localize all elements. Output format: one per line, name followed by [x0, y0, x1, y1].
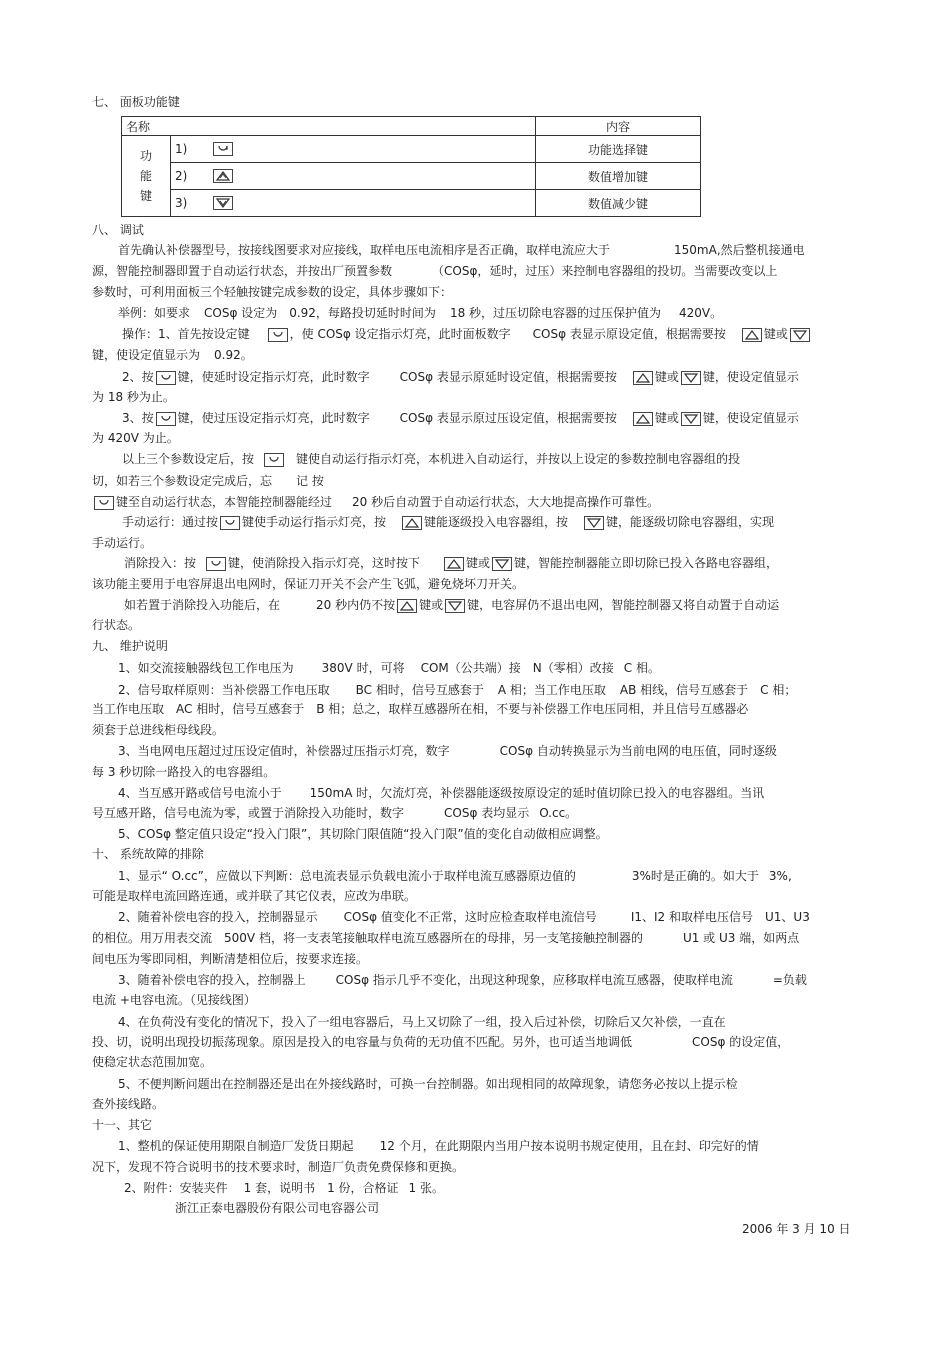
s9-item4-line2: 号互感开路，信号电流为零，或置于消除投入功能时，数字 COSφ 表均显示 O.cc。 — [92, 806, 578, 820]
s10-item4-line3: 使稳定状态范围加宽。 — [92, 1055, 213, 1069]
up-key-icon — [402, 516, 422, 530]
up-key-icon — [444, 557, 464, 571]
down-key-icon — [213, 196, 233, 210]
function-key-icon — [206, 557, 226, 571]
s10-item1-line2: 可能是取样电流回路连通，或并联了其它仪表，应改为串联。 — [92, 889, 417, 903]
down-key-icon — [584, 516, 604, 530]
s9-item1: 1、如交流接触器线包工作电压为 380V 时，可将 COM（公共端）接 N（零相）改接 C 相。 — [118, 661, 660, 675]
s9-item3-line2: 每 3 秒切除一路投入的电容器组。 — [92, 765, 276, 779]
down-key-icon — [445, 599, 465, 613]
up-key-icon — [742, 328, 762, 342]
s8-cancel-line2: 该功能主要用于电容屏退出电网时，保证刀开关不会产生飞弧，避免烧坏刀开关。 — [92, 577, 525, 591]
function-key-icon — [268, 328, 288, 342]
s8-op1-line2: 键，使设定值显示为 0.92。 — [92, 348, 253, 362]
s9-item2-line1: 2、信号取样原则：当补偿器工作电压取 BC 相时，信号互感套于 A 相；当工作电压取 AB 相线，信号互感套于 C 相； — [118, 683, 797, 697]
document-date: 2006 年 3 月 10 日 — [742, 1222, 851, 1236]
s8-example: 举例：如要求 COSφ 设定为 0.92，每路投切延时时间为 18 秒，过压切除电容器的过压保护值为 420V。 — [118, 306, 723, 320]
company-name: 浙江正泰电器股份有限公司电容器公司 — [175, 1201, 380, 1215]
s10-item3-line1: 3、随着补偿电容的投入，控制器上 COSφ 指示几乎不变化，出现这种现象，应移取样电流互感器，使取样电流 =负载 — [118, 973, 807, 987]
s8-manual-line1: 手动运行：通过按 键使手动运行指示灯亮，按 键能逐级投入电容器组，按 键，能逐级切除电容器组，实现 — [122, 515, 775, 529]
up-key-icon — [633, 412, 653, 426]
up-key-icon — [213, 169, 233, 183]
section-7-title: 七、 面板功能键 — [92, 95, 180, 109]
s10-item4-line1: 4、在负荷没有变化的情况下，投入了一组电容器后，马上又切除了一组，投入后过补偿，切除后又欠补偿，一直在 — [118, 1015, 726, 1029]
down-key-icon — [492, 557, 512, 571]
row-3-number: 3) — [171, 190, 208, 217]
row-2-icon-cell — [207, 163, 536, 190]
function-key-icon — [156, 412, 176, 426]
s8-cancel2-line1: 如若置于消除投入功能后，在 20 秒内仍不按 键或 键，电容屏仍不退出电网，智能控制器又将自动置于自动运 — [124, 598, 780, 612]
table-header-name: 名称 — [122, 117, 536, 136]
row-2-number: 2) — [171, 163, 208, 190]
function-key-icon — [213, 142, 233, 156]
function-key-icon — [156, 371, 176, 385]
s8-p2-line3: 键至自动运行状态，本智能控制器能经过 20 秒后自动置于自动运行状态，大大地提高操作可靠性。 — [92, 494, 659, 510]
row-1-number: 1) — [171, 136, 208, 163]
s8-cancel-line1: 消除投入：按 键，使消除投入指示灯亮，这时按下 键或 键，智能控制器能立即切除已投入各路电容器组， — [124, 556, 779, 570]
s10-item5-line2: 查外接线路。 — [92, 1097, 165, 1111]
s11-item2: 2、附件：安装夹件 1 套，说明书 1 份，合格证 1 张。 — [124, 1181, 444, 1195]
down-key-icon — [790, 328, 810, 342]
s10-item2-line1: 2、随着补偿电容的投入，控制器显示 COSφ 值变化不正常，这时应检查取样电流信号 I1、I2 和取样电压信号 U1、U3 — [118, 910, 810, 924]
s8-op1-line1: 操作：1、首先按设定键 ，使 COSφ 设定指示灯亮，此时面板数字 COSφ 表显示原设定值，根据需要按 键或 — [122, 326, 812, 342]
s8-p1-line2: 源，智能控制器即置于自动运行状态，并按出厂预置参数 （COSφ，延时，过压）来控制电容器组的投切。当需要改变以上 — [92, 264, 778, 278]
s8-manual-line2: 手动运行。 — [92, 536, 153, 550]
function-keys-group-label: 功 能 键 — [122, 136, 171, 217]
s9-item2-line3: 须套于总进线柜母线段。 — [92, 723, 225, 737]
s10-item2-line2: 的相位。用万用表交流 500V 档，将一支表笔接触取样电流互感器所在的母排，另一支笔接触控制器的 U1 或 U3 端，如两点 — [92, 931, 800, 945]
table-header-content: 内容 — [536, 117, 701, 136]
s8-p1-line1: 首先确认补偿器型号，按接线图要求对应接线，取样电压电流相序是否正确，取样电流应大于 150mA,然后整机接通电 — [118, 243, 805, 257]
s9-item2-line2: 当工作电压取 AC 相时，信号互感套于 B 相；总之，取样互感器所在相，不要与补偿器工作电压同相，并且信号互感器必 — [92, 702, 749, 716]
s8-op3-line1: 3、按 键，使过压设定指示灯亮，此时数字 COSφ 表显示原过压设定值，根据需要按 键或 键，使设定值显示 — [122, 411, 799, 425]
down-key-icon — [681, 412, 701, 426]
s9-item5: 5、COSφ 整定值只设定“投入门限”，其切除门限值随“投入门限”值的变化自动做相应调整。 — [118, 827, 608, 841]
s8-p1-line3: 参数时，可利用面板三个轻触按键完成参数的设定，具体步骤如下： — [92, 285, 453, 299]
s8-op3-line2: 为 420V 为止。 — [92, 431, 179, 445]
s10-item5-line1: 5、不便判断问题出在控制器还是出在外接线路时，可换一台控制器。如出现相同的故障现象，请您务必按以上提示检 — [118, 1077, 738, 1091]
s10-item4-line2: 投、切，说明出现投切振荡现象。原因是投入的电容量与负荷的无功值不匹配。另外，也可适当地调低 COSφ 的设定值， — [92, 1035, 790, 1049]
function-key-icon — [220, 516, 240, 530]
s8-op2-line1: 2、按 键，使延时设定指示灯亮，此时数字 COSφ 表显示原延时设定值，根据需要按 键或 键，使设定值显示 — [122, 370, 799, 384]
section-9-title: 九、 维护说明 — [92, 639, 168, 653]
s9-item3-line1: 3、当电网电压超过过压设定值时，补偿器过压指示灯亮，数字 COSφ 自动转换显示为当前电网的电压值，同时逐级 — [118, 744, 777, 758]
row-2-desc: 数值增加键 — [536, 163, 701, 190]
s8-p2-line2: 切，如若三个参数设定完成后，忘 记 按 — [92, 474, 324, 488]
s10-item1-line1: 1、显示“ O.cc”，应做以下判断：总电流表显示负载电流小于取样电流互感器原边值的 3%时是正确的。如大于 3%, — [118, 869, 792, 883]
row-1-desc: 功能选择键 — [536, 136, 701, 163]
s11-item1-line1: 1、整机的保证使用期限自制造厂发货日期起 12 个月，在此期限内当用户按本说明书规定使用，且在封、印完好的情 — [118, 1139, 759, 1153]
section-8-title: 八、 调试 — [92, 223, 144, 237]
down-key-icon — [681, 371, 701, 385]
s10-item2-line3: 间电压为零即同相，判断清楚相位后，按要求连接。 — [92, 952, 369, 966]
up-key-icon — [633, 371, 653, 385]
row-1-icon-cell — [207, 136, 536, 163]
function-key-icon — [94, 496, 114, 510]
row-3-desc: 数值减少键 — [536, 190, 701, 217]
s9-item4-line1: 4、当互感开路或信号电流小于 150mA 时，欠流灯亮，补偿器能逐级按原设定的延时值切除已投入的电容器组。当讯 — [118, 786, 765, 800]
function-key-icon — [264, 453, 284, 467]
section-10-title: 十、 系统故障的排除 — [92, 847, 204, 861]
section-11-title: 十一、其它 — [92, 1118, 153, 1132]
s10-item3-line2: 电流 +电容电流。（见接线图） — [92, 993, 256, 1007]
s8-p2-line1: 以上三个参数设定后，按 键使自动运行指示灯亮，本机进入自动运行，并按以上设定的参数控制电容器组的投 — [122, 452, 741, 466]
s8-cancel2-line2: 行状态。 — [92, 618, 141, 632]
row-3-icon-cell — [207, 190, 536, 217]
panel-keys-table — [121, 116, 701, 217]
up-key-icon — [397, 599, 417, 613]
s8-op2-line2: 为 18 秒为止。 — [92, 390, 175, 404]
s11-item1-line2: 况下，发现不符合说明书的技术要求时，制造厂负责免费保修和更换。 — [92, 1160, 465, 1174]
